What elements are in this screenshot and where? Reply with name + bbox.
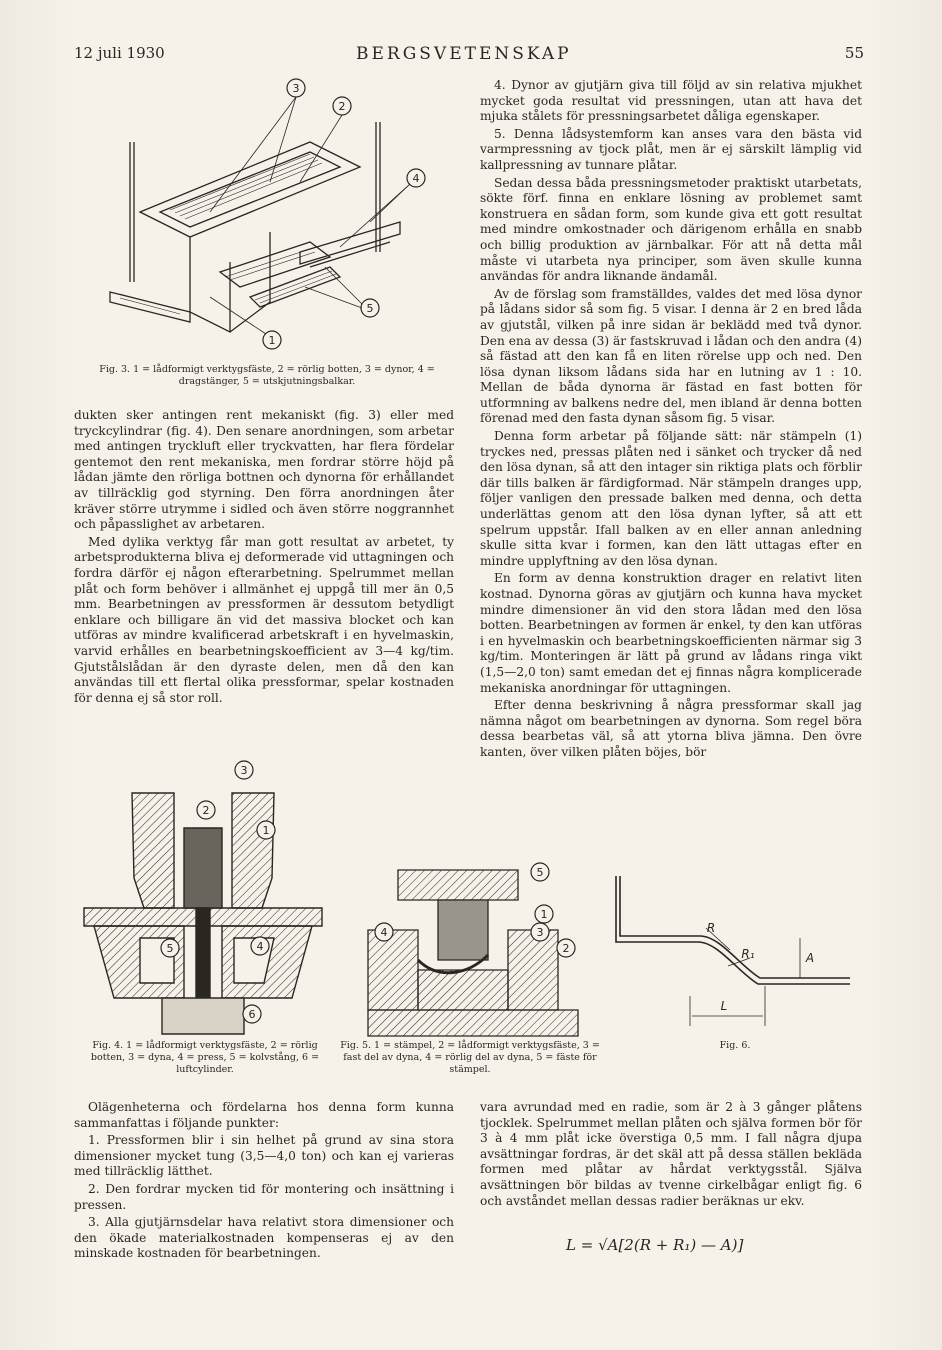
fig4-label-6: 6 xyxy=(248,1008,256,1021)
paragraph: 2. Den fordrar mycken tid för montering och insättning i pressen. xyxy=(74,1181,454,1212)
fig5-drawing xyxy=(358,860,582,1040)
equation: L = √A[2(R + R₁) — A)] xyxy=(566,1236,744,1254)
paragraph: vara avrundad med en radie, som är 2 à 3 gånger plåtens tjocklek. Spelrummet mellan plåten och själva formen bör för 3 à 4 mm plåt icke överstiga 0,5 mm. I fall några djupa avsättningar fordras, är det skäl att på dessa ställen bekläda formen med plåtar av hårdat verktygsstål. Själva avsättningen bör bildas av tvenne cirkelbågar enligt fig. 6 och avståndet mellan dessas radier beräknas ur ekv. xyxy=(480,1100,862,1208)
fig5-label-2: 2 xyxy=(562,942,570,955)
paragraph: Av de förslag som framställdes, valdes det med lösa dynor på lådans sidor så som fig. 5 visar. I denna är 2 en bred låda av gjutstål, vilken på inre sidan är beklädd med två dynor. Den ena av dessa (3) är fastskruvad i lådan och den andra (4) så fästad att den kan få en liten rörelse upp och ned. Den lösa dynan liksom lådans sida har en lutning av 1 : 10. Mellan de båda dynorna är fästad en fast botten för utformning av balkens nedre del, men ibland är denna botten förenad med den fasta dynan såsom fig. 5 visar. xyxy=(480,286,862,426)
fig3-label-3: 3 xyxy=(292,82,300,95)
fig5-caption: Fig. 5. 1 = stämpel, 2 = lådformigt verktygsfäste, 3 = fast del av dyna, 4 = rörlig del av dyna, 5 = fäste för stämpel. xyxy=(340,1040,600,1075)
fig4-label-5: 5 xyxy=(166,942,174,955)
fig3-caption: Fig. 3. 1 = lådformigt verktygsfäste, 2 = rörlig botten, 3 = dynor, 4 = dragstänger, 5 = utskjutningsbalkar. xyxy=(99,364,435,387)
paragraph: Denna form arbetar på följande sätt: när stämpeln (1) tryckes ned, pressas plåten ned i sänket och trycker då ned den lösa dynan, så att den intager sin riktiga plats och förblir där tills balken är färdigformad. När stämpeln dranges upp, följer vanligen den pressade balken med denna, och detta underlättas genom att den lösa dynan lyfter, så att ett spelrum uppstår. Ifall balken av en eller annan anledning skulle sitta kvar i formen, kan den lätt uttagas efter en mindre upplyftning av den lösa dynan. xyxy=(480,429,862,568)
fig4-label-1: 1 xyxy=(262,824,270,837)
fig3-label-2: 2 xyxy=(338,100,346,113)
right-column-top xyxy=(480,78,862,763)
left-column-bottom xyxy=(74,1100,454,1264)
paragraph: Med dylika verktyg får man gott resultat av arbetet, ty arbetsprodukterna bliva ej deformerade vid uttagningen och fordra därför ej någon efterarbetning. Spelrummet mellan plåt och form behöver i allmänhet ej uppgå till mer än 0,5 mm. Bearbetningen av pressformen är dessutom betydligt enklare och billigare än vid det massiva blocket och kan utföras av mindre kvalificerad arbetskraft i en hyvelmaskin, varvid erhålles en bearbetningskoefficient av 3—4 kg/tim. Gjutstålslådan är den dyraste delen, men då den kan användas till ett flertal olika pressformar, spelar kostnaden för denna ej så stor roll. xyxy=(74,534,454,705)
fig3-label-4: 4 xyxy=(412,172,420,185)
header-journal: BERGSVETENSKAP xyxy=(356,44,572,64)
fig5-label-4: 4 xyxy=(380,926,388,939)
fig6-label-r1: R₁ xyxy=(741,947,755,961)
fig4-drawing xyxy=(74,758,336,1036)
fig4-label-4: 4 xyxy=(256,940,264,953)
paragraph: Olägenheterna och fördelarna hos denna form kunna sammanfattas i följande punkter: xyxy=(74,1100,454,1130)
fig3-drawing xyxy=(100,72,440,362)
paragraph: 4. Dynor av gjutjärn giva till följd av sin relativa mjukhet mycket goda resultat vid pressningen, utan att hava det mjuka stålets för pressningsarbetet dåliga egenskaper. xyxy=(480,78,862,124)
right-column-bottom xyxy=(480,1100,862,1211)
fig6-drawing xyxy=(610,866,860,1036)
header-date: 12 juli 1930 xyxy=(74,44,165,62)
fig6-label-r: R xyxy=(706,921,716,935)
left-column-top xyxy=(74,408,454,708)
fig3-label-1: 1 xyxy=(268,334,276,347)
fig6-caption: Fig. 6. xyxy=(719,1040,751,1051)
paragraph: 5. Denna lådsystemform kan anses vara den bästa vid varmpressning av tjock plåt, men är ej särskilt lämplig vid kallpressning av tunnare plåtar. xyxy=(480,126,862,172)
header-page-number: 55 xyxy=(844,44,864,62)
fig5-label-1: 1 xyxy=(540,908,548,921)
paragraph: Sedan dessa båda pressningsmetoder praktiskt utarbetats, sökte förf. finna en enklare lösning av problemet samt konstruera en sådan form, som kunde giva ett gott resultat med mindre omkostnader och därigenom erhålla en snabb och billig produktion av järnbalkar. För att nå detta mål måste vi utarbeta nya principer, som även skulle kunna användas för andra liknande ändamål. xyxy=(480,175,862,284)
paragraph: dukten sker antingen rent mekaniskt (fig. 3) eller med tryckcylindrar (fig. 4). Den senare anordningen, som arbetar med antingen tryckluft eller tryckvatten, har flera fördelar gentemot den rent mekaniska, men fordrar större höjd på lådan jämte den rörliga bottnen och dynorna för erhållandet av tillräcklig god styrning. Den förra anordningen åter kräver större utrymme i sidled och även större noggrannhet och påpasslighet av arbetaren. xyxy=(74,408,454,532)
paragraph: Efter denna beskrivning å några pressformar skall jag nämna något om bearbetningen av dynorna. Som regel böra dessa bearbetas väl, så att ytorna bliva jämna. Den övre kanten, över vilken plåten böjes, bör xyxy=(480,698,862,759)
fig6-label-a: A xyxy=(805,951,815,965)
fig5-label-3: 3 xyxy=(536,926,544,939)
paragraph: 1. Pressformen blir i sin helhet på grund av sina stora dimensioner mycket tung (3,5—4,0 ton) och kan ej varieras med tillräcklig lätthet. xyxy=(74,1133,454,1179)
fig4-label-2: 2 xyxy=(202,804,210,817)
fig4-label-3: 3 xyxy=(240,764,248,777)
fig3-label-5: 5 xyxy=(366,302,374,315)
paragraph: 3. Alla gjutjärnsdelar hava relativt stora dimensioner och den ökade materialkostnaden kompenseras ej av den minskade kostnaden för bearbetningen. xyxy=(74,1215,454,1261)
fig5-label-5: 5 xyxy=(536,866,544,879)
fig4-caption: Fig. 4. 1 = lådformigt verktygsfäste, 2 = rörlig botten, 3 = dyna, 4 = press, 5 = kolvstång, 6 = luftcylinder. xyxy=(90,1040,320,1075)
paragraph: En form av denna konstruktion drager en relativt liten kostnad. Dynorna göras av gjutjärn och kunna hava mycket mindre dimensioner än vid den stora lådan med den lösa botten. Bearbetningen av formen är enkel, ty den kan utföras i en hyvelmaskin och bearbetningskoefficienten närmar sig 3 kg/tim. Monteringen är lätt på grund av lådans ringa vikt (1,5—2,0 ton) samt emedan det ej finnas några komplicerade mekaniska anordningar för uttagningen. xyxy=(480,571,862,695)
fig6-label-l: L xyxy=(720,999,728,1013)
